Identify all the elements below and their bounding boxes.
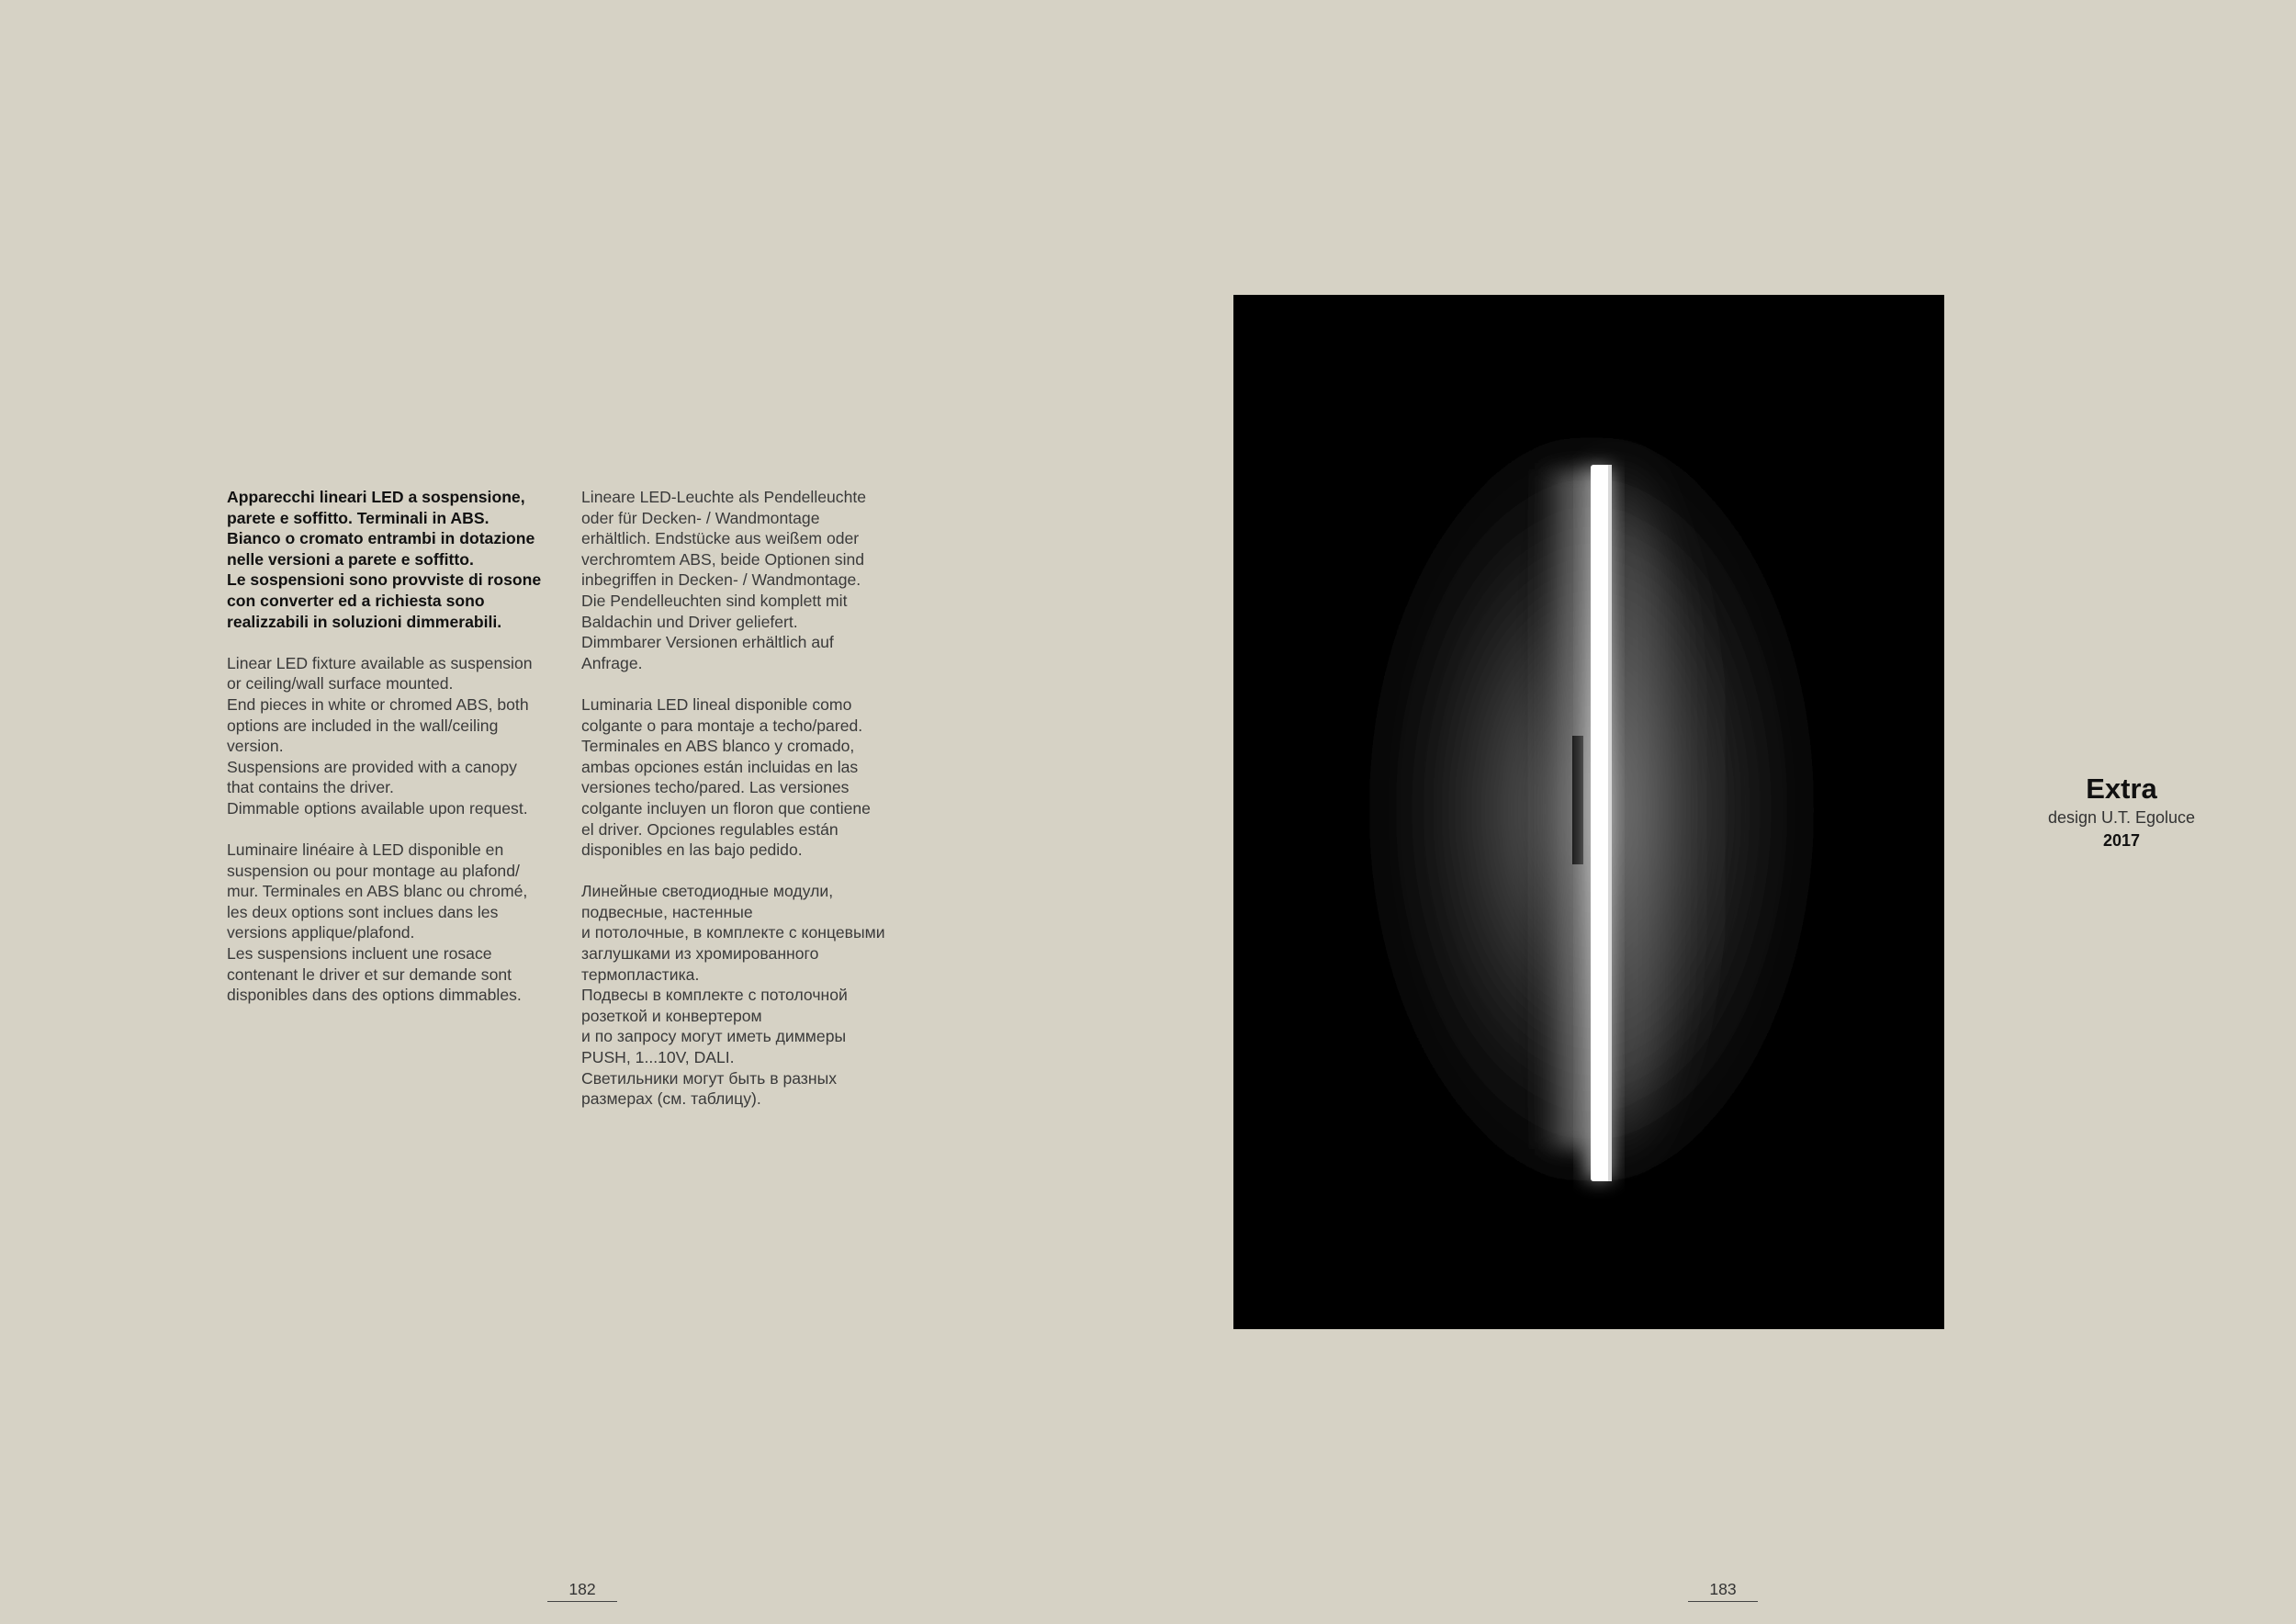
french-description: Luminaire linéaire à LED disponible en suspension ou pour montage au plafond/ mur. Terminales en ABS blanc ou chromé, les deux options sont inclues dans les versions applique/plafond. Les suspensions incluent une rosace contenant le driver et sur demande sont disponibles dans des options dimmables. [227, 840, 528, 1005]
german-description: Lineare LED-Leuchte als Pendelleuchte oder für Decken- / Wandmontage erhältlich. Endstücke aus weißem oder verchromtem ABS, beide Optionen sind inbegriffen in Decken- / Wandmontage. Die Pendelleuchten sind komplett mit Baldachin und Driver geliefert. Dimmbarer Versionen erhältlich auf Anfrage. [581, 488, 867, 672]
text-column-right [581, 487, 921, 1130]
page-number-right: 183 [1688, 1579, 1758, 1602]
product-info [2011, 772, 2232, 852]
page-number-left: 182 [547, 1579, 617, 1602]
product-name: Extra [2086, 773, 2157, 805]
text-column-left [227, 487, 557, 1026]
product-year: 2017 [2102, 831, 2141, 850]
lamp-illustration [1233, 295, 1944, 1329]
led-bar [1591, 465, 1611, 1181]
product-photo [1233, 295, 1944, 1329]
product-designer: design U.T. Egoluce [2047, 808, 2196, 827]
wall-canopy [1572, 736, 1583, 864]
russian-description: Линейные светодиодные модули, подвесные, настенные и потолочные, в комплекте с концевыми заглушками из хромированного термопластика. Подвесы в комплекте с потолочной розеткой и конвертером и по запросу могут иметь диммеры PUSH, 1...10V, DALI. Светильники могут быть в разных размерах (см. таблицу). [581, 882, 885, 1109]
english-description: Linear LED fixture available as suspension or ceiling/wall surface mounted. End pieces in white or chromed ABS, both options are included in the wall/ceiling version. Suspensions are provided with a canopy that contains the driver. Dimmable options available upon request. [227, 653, 533, 818]
italian-description: Apparecchi lineari LED a sospensione, parete e soffitto. Terminali in ABS. Bianco o cromato entrambi in dotazione nelle versioni a parete e soffitto. Le sospensioni sono provviste di rosone con converter ed a richiesta sono realizzabili in soluzioni dimmerabili. [227, 488, 542, 631]
spanish-description: Luminaria LED lineal disponible como colgante o para montaje a techo/pared. Terminales en ABS blanco y cromado, ambas opciones están incluidas en las versiones techo/pared. Las versiones colgante incluyen un floron que contiene el driver. Opciones regulables están disponibles en las bajo pedido. [581, 694, 871, 860]
